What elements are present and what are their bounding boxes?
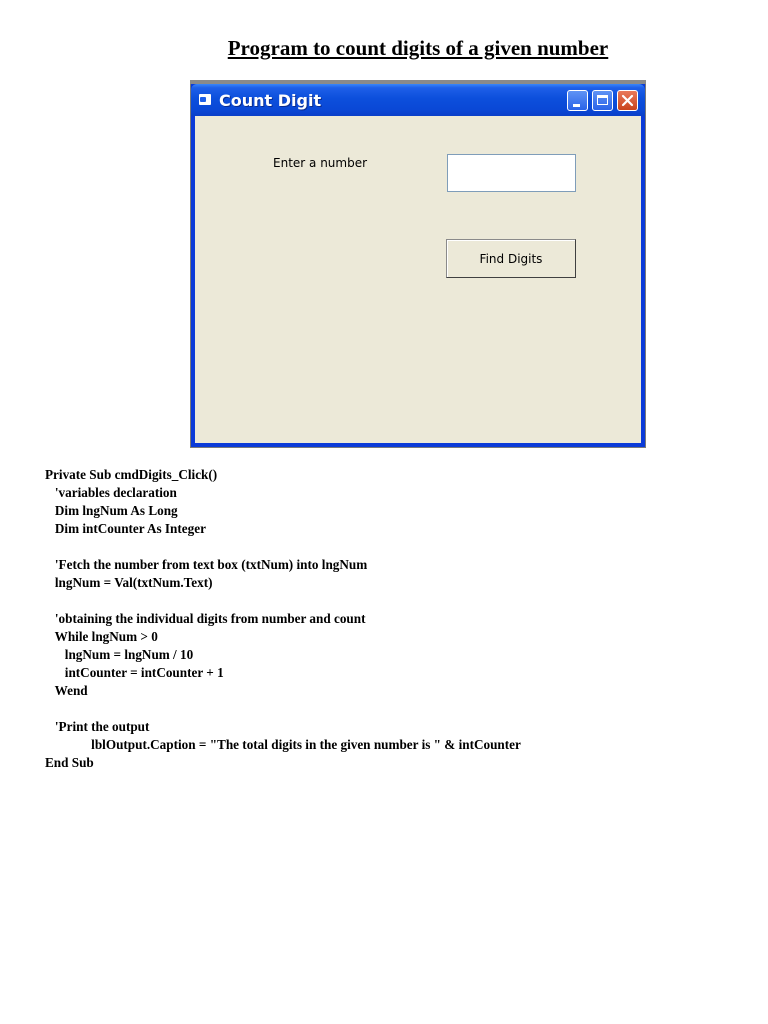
enter-number-label: Enter a number [273,156,368,170]
code-line: Private Sub cmdDigits_Click() [45,467,218,482]
document-title: Program to count digits of a given number [227,36,609,60]
code-line: End Sub [45,755,94,770]
minimize-button[interactable] [567,90,588,111]
maximize-button[interactable] [592,90,613,111]
code-line: lngNum = lngNum / 10 [45,647,194,662]
find-digits-button[interactable]: Find Digits [446,239,576,278]
code-line [45,538,521,556]
code-line: lblOutput.Caption = "The total digits in the given number is " & intCounter [45,737,521,752]
window-title: Count Digit [219,91,322,110]
code-line: 'obtaining the individual digits from number and count [45,611,366,626]
code-line: 'variables declaration [45,485,177,500]
code-line [45,700,521,718]
app-icon [199,94,211,105]
code-line: Wend [45,683,88,698]
count-digit-window [190,80,646,448]
code-line: 'Fetch the number from text box (txtNum) into lngNum [45,557,368,572]
number-input[interactable] [447,154,576,192]
maximize-icon [597,95,608,105]
code-line: lngNum = Val(txtNum.Text) [45,575,213,590]
code-line [45,592,521,610]
code-line: While lngNum > 0 [45,629,158,644]
window-titlebar[interactable] [191,84,645,116]
close-icon [621,94,634,107]
close-button[interactable] [617,90,638,111]
minimize-icon [573,104,580,107]
code-line: intCounter = intCounter + 1 [45,665,224,680]
code-line: Dim intCounter As Integer [45,521,206,536]
code-listing [45,466,521,772]
code-line: Dim lngNum As Long [45,503,178,518]
window-client-area [195,116,641,443]
code-line: 'Print the output [45,719,150,734]
